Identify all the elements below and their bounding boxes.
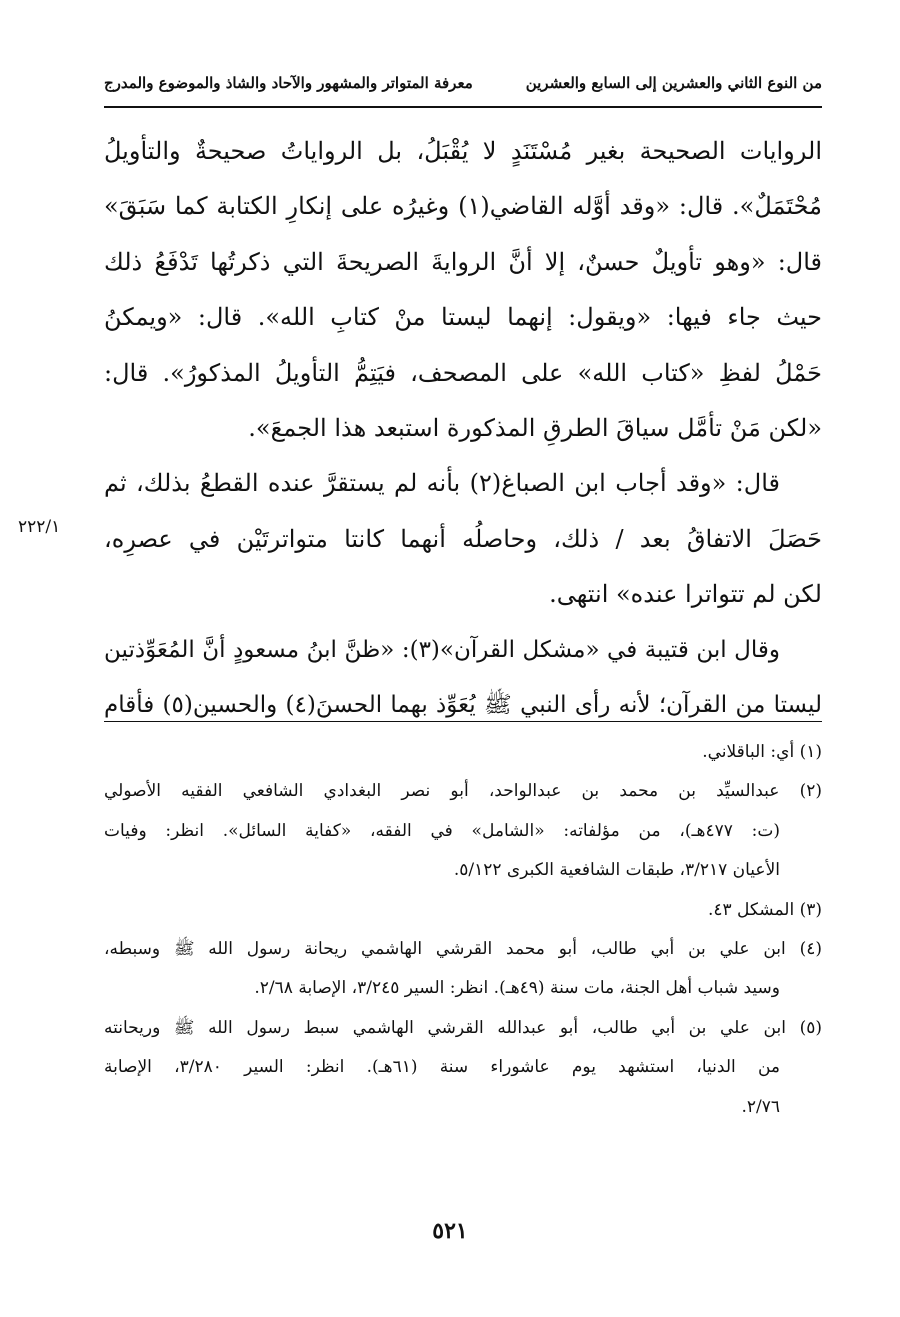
text-line: قال: «وقد أجاب ابن الصباغ(٢) بأنه لم يستقرَّ عنده القطعُ بذلك، ثم xyxy=(104,469,780,498)
footnote-line: (٤) ابن علي بن أبي طالب، أبو محمد القرشي الهاشمي ريحانة رسول الله ﷺ وسبطه، xyxy=(104,938,822,959)
footnote-line: ٢/٧٦. xyxy=(741,1096,780,1117)
footnotes xyxy=(104,733,822,1127)
running-header-topic: معرفة المتواتر والمشهور والآحاد والشاذ والموضوع والمدرج xyxy=(104,74,473,92)
text-line: لكن لم تتواترا عنده» انتهى. xyxy=(549,580,822,609)
main-text xyxy=(104,124,822,733)
footnote-line: (٢) عبدالسيِّد بن محمد بن عبدالواحد، أبو نصر البغدادي الشافعي الفقيه الأصولي xyxy=(104,781,822,802)
text-line: ليستا من القرآن؛ لأنه رأى النبي ﷺ يُعَوِّذ بهما الحسنَ(٤) والحسين(٥) فأقام xyxy=(104,691,823,718)
footnote-line: الأعيان ٣/٢١٧، طبقات الشافعية الكبرى ٥/١٢٢. xyxy=(453,860,780,881)
footnote-separator xyxy=(104,721,822,722)
text-line: حَصَلَ الاتفاقُ بعد / ذلك، وحاصلُه أنهما كانتا متواترتَيْن في عصرِه، xyxy=(104,524,822,553)
footnote-line: من الدنيا، استشهد يوم عاشوراء سنة (٦١هـ). انظر: السير ٣/٢٨٠، الإصابة xyxy=(104,1057,780,1078)
running-header xyxy=(104,66,822,100)
header-rule xyxy=(104,106,822,108)
text-line: حَمْلُ لفظِ «كتاب الله» على المصحف، فيَتِمُّ التأويلُ المذكورُ». قال: xyxy=(104,358,822,387)
running-header-chapter: من النوع الثاني والعشرين إلى السابع والعشرين xyxy=(525,74,822,92)
manuscript-folio-reference: ٢٢٢/١ xyxy=(18,517,61,537)
footnote-line: (١) أي: الباقلاني. xyxy=(702,742,822,762)
footnote-line: وسيد شباب أهل الجنة، مات سنة (٤٩هـ). انظر: السير ٣/٢٤٥، الإصابة ٢/٦٨. xyxy=(254,978,780,999)
text-line: مُحْتَمَلٌ». قال: «وقد أوَّله القاضي(١) وغيرُه على إنكارِ الكتابة كما سَبَقَ» xyxy=(104,192,822,221)
text-line: حيث جاء فيها: «ويقول: إنهما ليستا منْ كتابِ الله». قال: «ويمكنُ xyxy=(104,303,822,332)
text-line: قال: «وهو تأويلٌ حسنٌ، إلا أنَّ الروايةَ الصريحةَ التي ذكرتُها تَدْفَعُ ذلك xyxy=(104,247,823,276)
text-line: «لكن مَنْ تأمَّل سياقَ الطرقِ المذكورة استبعد هذا الجمعَ». xyxy=(248,413,822,442)
text-line: الروايات الصحيحة بغير مُسْتَنَدٍ لا يُقْبَلُ، بل الرواياتُ صحيحةٌ والتأويلُ xyxy=(104,137,822,165)
page-number: ٥٢١ xyxy=(432,1218,468,1244)
text-line: وقال ابن قتيبة في «مشكل القرآن»(٣): «ظنَّ ابنُ مسعودٍ أنَّ المُعَوِّذتين xyxy=(104,636,780,663)
footnote-line: (٣) المشكل ٤٣. xyxy=(707,899,822,920)
footnote-line: (ت: ٤٧٧هـ)، من مؤلفاته: «الشامل» في الفقه، «كفاية السائل». انظر: وفيات xyxy=(104,820,780,841)
footnote-line: (٥) ابن علي بن أبي طالب، أبو عبدالله القرشي الهاشمي سبط رسول الله ﷺ وريحانته xyxy=(104,1017,822,1038)
